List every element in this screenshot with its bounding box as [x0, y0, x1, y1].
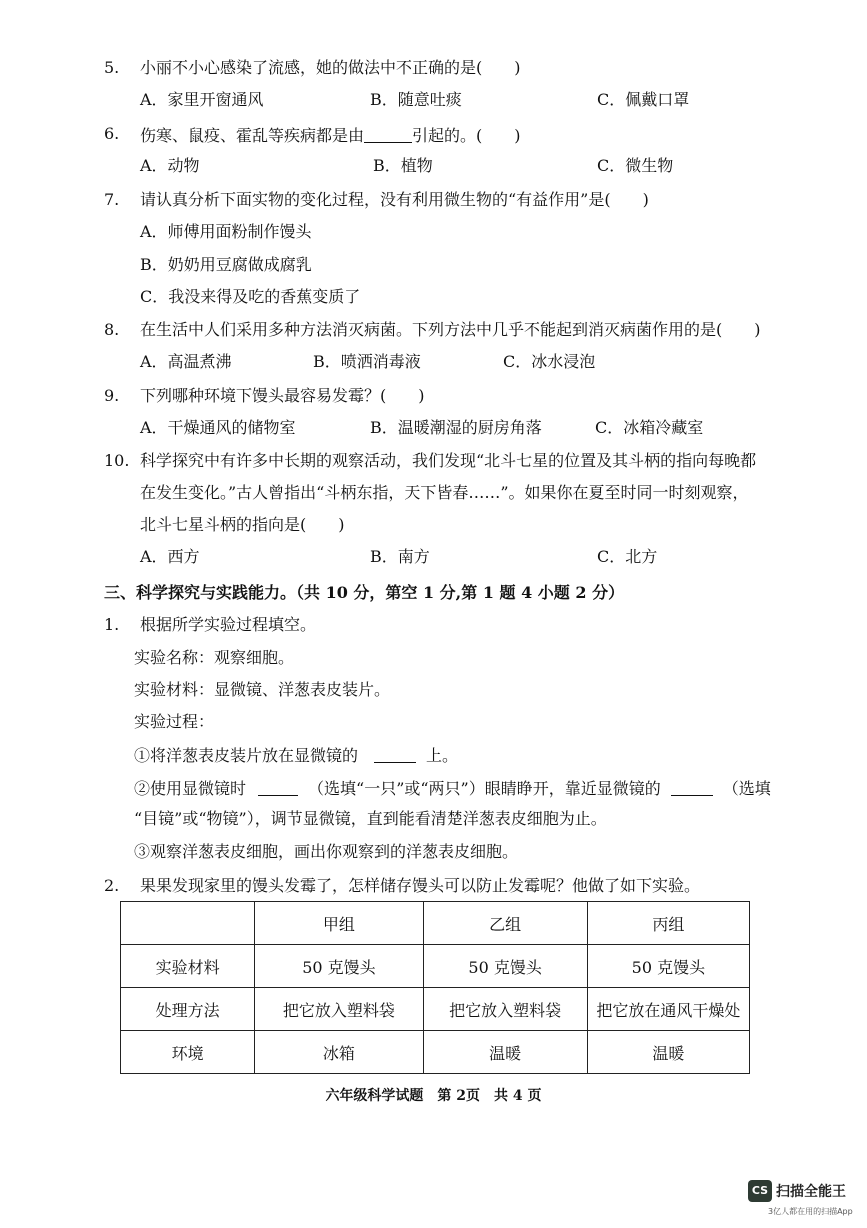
q7-option-c: C．我没来得及吃的香蕉变质了 [140, 287, 361, 306]
table-header-cell: 丙组 [587, 902, 749, 945]
table-row [121, 945, 750, 988]
table-cell: 把它放入塑料袋 [255, 988, 423, 1031]
e1-step1-pre: ①将洋葱表皮装片放在显微镜的 [134, 746, 359, 765]
q5-option-b: B．随意吐痰 [370, 90, 462, 109]
e1-number: 1. [104, 615, 120, 634]
q8-option-b: B．喷洒消毒液 [313, 352, 421, 371]
watermark-brand: 扫描全能王 [776, 1184, 846, 1200]
table-cell: 冰箱 [255, 1031, 423, 1074]
q8-option-c: C．冰水浸泡 [503, 352, 596, 371]
e1-step1-blank[interactable] [374, 746, 416, 763]
q6-option-b: B．植物 [373, 156, 433, 175]
e1-step2-mid: （选填“一只”或“两只”）眼睛睁开，靠近显微镜的 [308, 779, 661, 798]
q5-option-a: A．家里开窗通风 [140, 90, 264, 109]
experiment-table [120, 901, 750, 1074]
q5-number: 5. [104, 58, 120, 77]
e1-title: 根据所学实验过程填空。 [140, 615, 317, 634]
table-cell: 处理方法 [121, 988, 255, 1031]
q10-option-b: B．南方 [370, 547, 430, 566]
e1-step2-post: （选填 [722, 779, 771, 798]
table-header-cell: 甲组 [255, 902, 423, 945]
e1-materials: 实验材料：显微镜、洋葱表皮装片。 [134, 680, 391, 699]
q6-number: 6. [104, 124, 120, 143]
q10-stem-line1: 科学探究中有许多中长期的观察活动，我们发现“北斗七星的位置及其斗柄的指向每晚都 [140, 451, 757, 470]
q9-number: 9. [104, 386, 120, 405]
e1-step2-line2: “目镜”或“物镜”），调节显微镜，直到能看清楚洋葱表皮细胞为止。 [134, 809, 607, 828]
table-cell: 温暖 [423, 1031, 587, 1074]
q9-option-c: C．冰箱冷藏室 [595, 418, 704, 437]
table-header-row [121, 902, 750, 945]
q10-stem-line3: 北斗七星斗柄的指向是( ) [140, 515, 345, 534]
table-cell: 50 克馒头 [255, 945, 423, 988]
q8-option-a: A．高温煮沸 [140, 352, 232, 371]
e1-step1-post: 上。 [426, 746, 459, 765]
e1-name: 实验名称：观察细胞。 [134, 648, 295, 667]
table-cell: 把它放入塑料袋 [423, 988, 587, 1031]
q7-number: 7. [104, 190, 120, 209]
table-cell: 温暖 [587, 1031, 749, 1074]
q6-option-c: C．微生物 [597, 156, 674, 175]
q7-option-a: A．师傅用面粉制作馒头 [140, 222, 312, 241]
q6-stem-pre: 伤寒、鼠疫、霍乱等疾病都是由 [140, 126, 365, 145]
e1-step2 [134, 779, 771, 797]
q5-option-c: C．佩戴口罩 [597, 90, 690, 109]
q7-stem: 请认真分析下面实物的变化过程，没有利用微生物的“有益作用”是( ) [140, 190, 649, 209]
e1-step1 [134, 746, 458, 764]
e1-step2-blank-1[interactable] [258, 779, 298, 796]
table-cell: 50 克馒头 [587, 945, 749, 988]
e2-number: 2. [104, 876, 120, 895]
q7-option-b: B．奶奶用豆腐做成腐乳 [140, 255, 312, 274]
q10-option-a: A．西方 [140, 547, 200, 566]
q8-stem: 在生活中人们采用多种方法消灭病菌。下列方法中几乎不能起到消灭病菌作用的是( ) [140, 320, 761, 339]
table-header-cell: 乙组 [423, 902, 587, 945]
q9-stem: 下列哪种环境下馒头最容易发霉？( ) [140, 386, 425, 405]
q6-blank[interactable] [364, 126, 412, 143]
section-3-title: 三、科学探究与实践能力。（共 10 分，第空 1 分,第 1 题 4 小题 2 分） [104, 583, 625, 602]
q10-option-c: C．北方 [597, 547, 658, 566]
q6-stem-post: 引起的。( ) [412, 126, 521, 145]
e1-process: 实验过程： [134, 712, 215, 731]
q6-option-a: A．动物 [140, 156, 200, 175]
camscanner-logo-icon: CS [748, 1180, 772, 1202]
q10-number: 10. [104, 451, 130, 470]
q6-stem [140, 126, 521, 144]
table-cell: 环境 [121, 1031, 255, 1074]
watermark-tagline: 3亿人都在用的扫描App [768, 1207, 853, 1216]
e1-step2-pre: ②使用显微镜时 [134, 779, 247, 798]
q9-option-b: B．温暖潮湿的厨房角落 [370, 418, 542, 437]
e2-stem: 果果发现家里的馒头发霉了，怎样储存馒头可以防止发霉呢？他做了如下实验。 [140, 876, 701, 895]
table-cell: 实验材料 [121, 945, 255, 988]
table-header-cell [121, 902, 255, 945]
q5-stem: 小丽不小心感染了流感，她的做法中不正确的是( ) [140, 58, 521, 77]
q9-option-a: A．干燥通风的储物室 [140, 418, 296, 437]
q10-stem-line2: 在发生变化。”古人曾指出“斗柄东指，天下皆春……”。如果你在夏至时同一时刻观察， [140, 483, 749, 502]
table-cell: 把它放在通风干燥处 [587, 988, 749, 1031]
table-row [121, 988, 750, 1031]
page-footer: 六年级科学试题 第 2页 共 4 页 [325, 1088, 542, 1104]
q8-number: 8. [104, 320, 120, 339]
e1-step2-blank-2[interactable] [671, 779, 713, 796]
table-cell: 50 克馒头 [423, 945, 587, 988]
table-row [121, 1031, 750, 1074]
e1-step3: ③观察洋葱表皮细胞，画出你观察到的洋葱表皮细胞。 [134, 842, 519, 861]
